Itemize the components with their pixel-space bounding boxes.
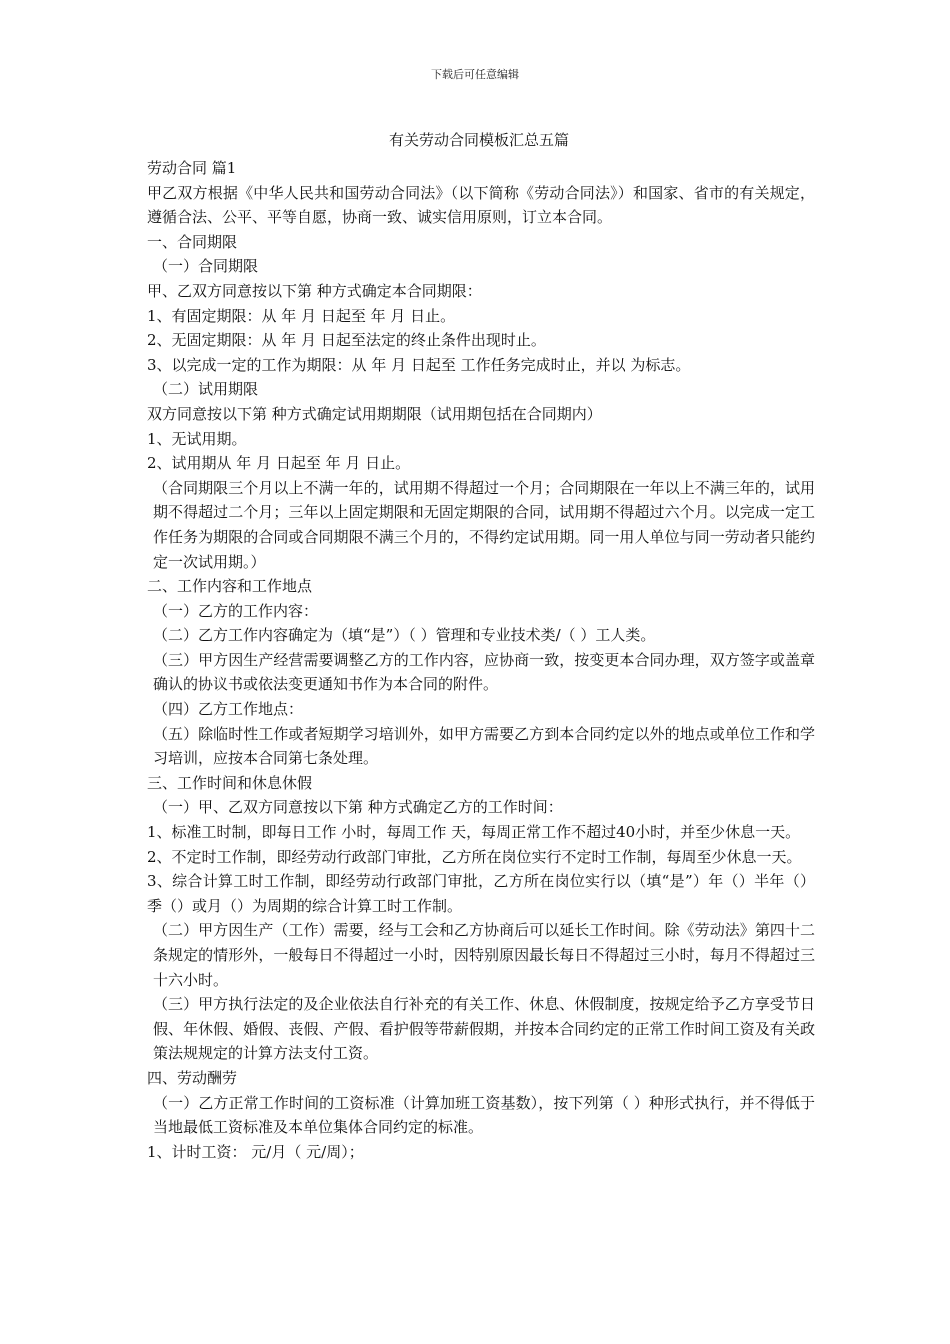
paragraph: （二）试用期限: [153, 380, 259, 399]
paragraph: 3、以完成一定的工作为期限：从 年 月 日起至 工作任务完成时止，并以 为标志。: [147, 355, 691, 374]
paragraph: （一）乙方的工作内容：: [153, 601, 319, 620]
paragraph: （二）甲方因生产（工作）需要，经与工会和乙方协商后可以延长工作时间。除《劳动法》第四十二条规定的情形外，一般每日不得超过一小时，因特别原因最长每日不得超过三小时，每月不得超过三十六小时。: [153, 921, 815, 989]
paragraph: （二）乙方工作内容确定为（填“是”）（ ）管理和专业技术类/（ ）工人类。: [153, 626, 656, 645]
paragraph: 2、无固定期限：从 年 月 日起至法定的终止条件出现时止。: [147, 331, 546, 350]
paragraph: 双方同意按以下第 种方式确定试用期期限（试用期包括在合同期内）: [147, 404, 602, 423]
paragraph: （一）甲、乙双方同意按以下第 种方式确定乙方的工作时间：: [153, 798, 563, 817]
paragraph: （三）甲方执行法定的及企业依法自行补充的有关工作、休息、休假制度，按规定给予乙方享受节日假、年休假、婚假、丧假、产假、看护假等带薪假期，并按本合同约定的正常工作时间工资及有关政策法规规定的计算方法支付工资。: [153, 995, 815, 1063]
paragraph: （四）乙方工作地点：: [153, 700, 304, 719]
paragraph: 甲乙双方根据《中华人民共和国劳动合同法》（以下简称《劳动合同法》）和国家、省市的有关规定，遵循合法、公平、平等自愿，协商一致、诚实信用原则，订立本合同。: [147, 183, 815, 227]
document-title: 有关劳动合同模板汇总五篇: [388, 131, 569, 149]
paragraph: 甲、乙双方同意按以下第 种方式确定本合同期限：: [147, 281, 482, 300]
paragraph-list: [143, 156, 815, 1164]
paragraph: 3、综合计算工时工作制，即经劳动行政部门审批，乙方所在岗位实行以（填“是”）年（）半年（）季（）或月（）为周期的综合计算工时工作制。: [147, 872, 815, 915]
paragraph: （合同期限三个月以上不满一年的，试用期不得超过一个月；合同期限在一年以上不满三年的，试用期不得超过二个月；三年以上固定期限和无固定期限的合同，试用期不得超过六个月。以完成一定工作任务为期限的合同或合同期限不满三个月的，不得约定试用期。同一用人单位与同一劳动者只能约定一次试用期。）: [153, 478, 815, 571]
paragraph: （一）乙方正常工作时间的工资标准（计算加班工资基数），按下列第（ ）种形式执行，并不得低于当地最低工资标准及本单位集体合同约定的标准。: [153, 1093, 815, 1137]
document-body: [143, 128, 815, 1164]
paragraph: 四、劳动酬劳: [147, 1068, 238, 1087]
paragraph: 1、有固定期限：从 年 月 日起至 年 月 日止。: [147, 306, 456, 325]
paragraph: 劳动合同 篇1: [147, 159, 237, 177]
paragraph: 二、工作内容和工作地点: [147, 577, 313, 596]
paragraph: （一）合同期限: [153, 257, 259, 276]
paragraph: 三、工作时间和休息休假: [147, 773, 313, 792]
paragraph: 1、标准工时制，即每日工作 小时，每周工作 天，每周正常工作不超过40小时，并至少休息一天。: [147, 823, 801, 842]
paragraph: 1、计时工资： 元/月（ 元/周）；: [147, 1142, 364, 1161]
paragraph: 2、试用期从 年 月 日起至 年 月 日止。: [147, 454, 411, 473]
paragraph: 1、无试用期。: [147, 429, 247, 448]
page-header-note: 下载后可任意编辑: [431, 68, 519, 81]
paragraph: 一、合同期限: [147, 232, 238, 251]
paragraph: （五）除临时性工作或者短期学习培训外，如甲方需要乙方到本合同约定以外的地点或单位工作和学习培训，应按本合同第七条处理。: [153, 724, 815, 768]
paragraph: （三）甲方因生产经营需要调整乙方的工作内容，应协商一致，按变更本合同办理，双方签字或盖章确认的协议书或依法变更通知书作为本合同的附件。: [153, 650, 815, 694]
paragraph: 2、不定时工作制，即经劳动行政部门审批，乙方所在岗位实行不定时工作制，每周至少休息一天。: [147, 847, 802, 866]
